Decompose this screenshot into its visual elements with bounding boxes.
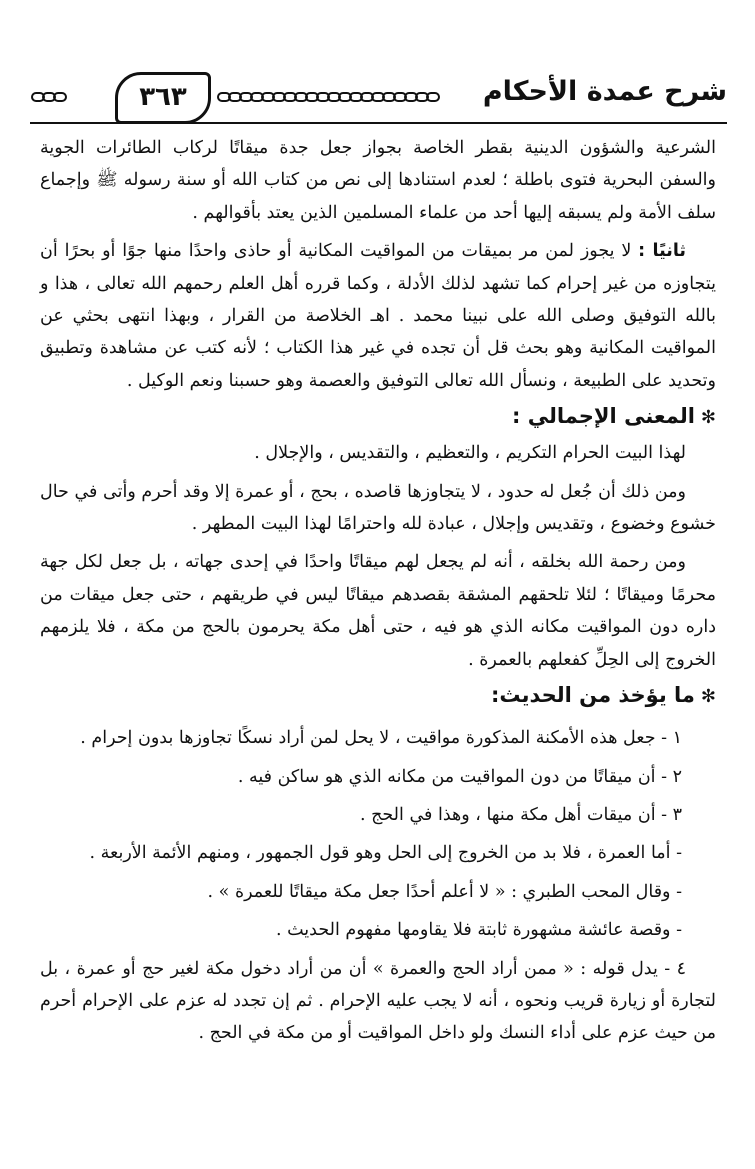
paragraph-text: لا يجوز لمن مر بميقات من المواقيت المكانية أو حاذى واحدًا منها جوًا أو بحرًا أن يتجاوزه من غير إحرام كما تشهد لذلك الأدلة ، وكما قرره أهل العلم رحمهم الله تعالى ، هذا و بالله التوفيق وصلى الله على نبينا محمد . اهـ الخلاصة من القرار ، وبهذا انتهى بحثي عن المواقيت المكانية وهو بحث قل أن تجده في غير هذا الكتاب ؛ لأنه كتب عن مشاهدة وتطبيق وتحديد على الطبيعة ، ونسأل الله تعالى التوفيق والعصمة وهو حسبنا ونعم الوكيل . bbox=[40, 241, 716, 391]
heading-text: ما يؤخذ من الحديث: bbox=[491, 683, 695, 708]
paragraph: الشرعية والشؤون الدينية بقطر الخاصة بجواز جعل جدة ميقاتًا لركاب الطائرات الجوية والسفن البحرية فتوى باطلة ؛ لعدم استنادها إلى نص من كتاب الله أو سنة رسوله ﷺ وإجماع سلف الأمة ولم يسبقه إليها أحد من علماء المسلمين الذين يعتد بأقوالهم . bbox=[40, 138, 716, 223]
ornament-chain bbox=[220, 92, 440, 104]
book-title: شرح عمدة الأحكام bbox=[482, 76, 727, 107]
page-body bbox=[40, 132, 716, 1050]
list-item: ٣ - أن ميقات أهل مكة منها ، وهذا في الحج . bbox=[359, 804, 682, 825]
asterisk-icon: ✻ bbox=[700, 407, 716, 429]
takeaways-list bbox=[40, 722, 716, 946]
list-item: - أما العمرة ، فلا بد من الخروج إلى الحل وهو قول الجمهور ، ومنهم الأئمة الأربعة . bbox=[89, 843, 682, 864]
list-item: ٤ - يدل قوله : « ممن أراد الحج والعمرة » أن من أراد دخول مكة لغير حج أو عمرة ، بل لتجارة أو زيارة قريب ونحوه ، أنه لا يجب عليه الإحرام . ثم إن تجدد له عزم على الإحرام أحرم من حيث عزم على أداء النسك ولو داخل المواقيت أو من مكة في الحج . bbox=[40, 958, 716, 1044]
list-item: - وقال المحب الطبري : « لا أعلم أحدًا جعل مكة ميقاتًا للعمرة » . bbox=[207, 881, 682, 902]
paragraph: لهذا البيت الحرام التكريم ، والتعظيم ، والتقديس ، والإجلال . bbox=[254, 443, 686, 464]
heading-text: المعنى الإجمالي : bbox=[511, 404, 695, 429]
list-item: - وقصة عائشة مشهورة ثابتة فلا يقاومها مفهوم الحديث . bbox=[276, 920, 682, 941]
list-item: ٢ - أن ميقاتًا من دون المواقيت من مكانه الذي هو ساكن فيه . bbox=[237, 766, 682, 787]
paragraph bbox=[40, 235, 716, 397]
header-rule bbox=[30, 122, 727, 124]
asterisk-icon: ✻ bbox=[700, 686, 716, 708]
ornament-chain-small bbox=[34, 92, 67, 104]
paragraph: ومن رحمة الله بخلقه ، أنه لم يجعل لهم ميقاتًا واحدًا في إحدى جهاته ، بل جعل لكل جهة محرمًا وميقاتًا ؛ لئلا تلحقهم المشقة بقصدهم ميقاتًا ليس في طريقهم ، حتى جعل ميقات من داره دون المواقيت مكانه الذي هو فيه ، حتى أهل مكة يحرمون بالحج من مكة ، فلا يلزمهم الخروج إلى الحِلِّ كفعلهم بالعمرة . bbox=[40, 552, 716, 670]
section-heading bbox=[40, 676, 716, 716]
paragraph: ومن ذلك أن جُعل له حدود ، لا يتجاوزها قاصده ، بحج ، أو عمرة إلا وقد أحرم وأتى في حال خشوع وخضوع ، وتقديس وإجلال ، عبادة لله واحترامًا لهذا البيت المطهر . bbox=[40, 481, 716, 535]
paragraph-lead: ثانيًا : bbox=[638, 241, 686, 262]
list-item: ١ - جعل هذه الأمكنة المذكورة مواقيت ، لا يحل لمن أراد نسكًا تجاوزها بدون إحرام . bbox=[80, 728, 682, 749]
page-header bbox=[20, 72, 735, 132]
page-number: ٣٦٣ bbox=[115, 72, 211, 124]
section-heading bbox=[40, 397, 716, 437]
